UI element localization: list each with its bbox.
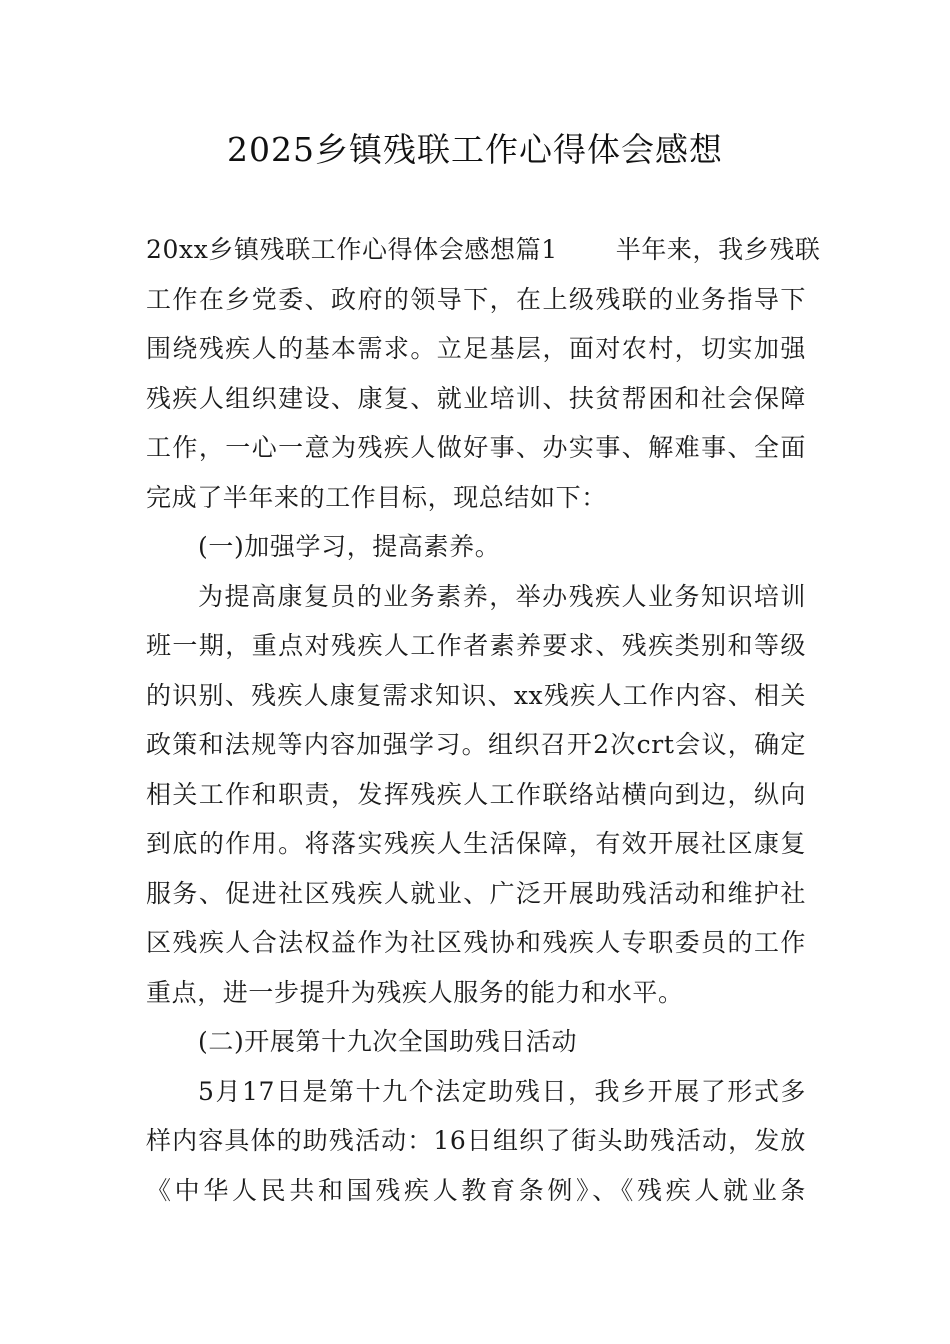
document-body: [146, 225, 821, 1215]
paragraph-line: 工作在乡党委、政府的领导下，在上级残联的业务指导下: [146, 284, 806, 314]
section-heading: (一)加强学习，提高素养。: [198, 532, 501, 561]
paragraph-line: 《中华人民共和国残疾人教育条例》、《残疾人就业条: [146, 1175, 806, 1205]
paragraph-line: 区残疾人合法权益作为社区残协和残疾人专职委员的工作: [146, 928, 806, 957]
document-title: 2025乡镇残联工作心得体会感想: [227, 130, 723, 169]
paragraph-line: 重点，进一步提升为残疾人服务的能力和水平。: [146, 977, 684, 1007]
paragraph-text: 半年来，我乡残联: [615, 235, 821, 264]
paragraph-line: [146, 225, 821, 275]
paragraph-line: 工作，一心一意为残疾人做好事、办实事、解难事、全面: [146, 433, 806, 462]
paragraph-line: 样内容具体的助残活动：16日组织了街头助残活动，发放: [146, 1126, 806, 1155]
paragraph-line: 5月17日是第十九个法定助残日，我乡开展了形式多: [198, 1076, 806, 1106]
paragraph-line: 完成了半年来的工作目标，现总结如下：: [146, 482, 607, 512]
paragraph-line: 相关工作和职责，发挥残疾人工作联络站横向到边，纵向: [146, 779, 806, 809]
paragraph-line: 的识别、残疾人康复需求知识、xx残疾人工作内容、相关: [146, 680, 806, 710]
paragraph-line: 政策和法规等内容加强学习。组织召开2次crt会议，确定: [146, 730, 806, 759]
paragraph-line: 到底的作用。将落实残疾人生活保障，有效开展社区康复: [146, 829, 806, 858]
paragraph-line: 为提高康复员的业务素养，举办残疾人业务知识培训: [198, 581, 806, 611]
paragraph-line: 围绕残疾人的基本需求。立足基层，面对农村，切实加强: [146, 334, 806, 363]
paragraph-line: 服务、促进社区残疾人就业、广泛开展助残活动和维护社: [146, 878, 806, 908]
section-heading: (二)开展第十九次全国助残日活动: [198, 1027, 578, 1056]
paragraph-line: 班一期，重点对残疾人工作者素养要求、残疾类别和等级: [146, 631, 806, 660]
paragraph-line: 残疾人组织建设、康复、就业培训、扶贫帮困和社会保障: [146, 383, 806, 413]
section-heading-inline: 20xx乡镇残联工作心得体会感想篇1: [146, 235, 558, 264]
